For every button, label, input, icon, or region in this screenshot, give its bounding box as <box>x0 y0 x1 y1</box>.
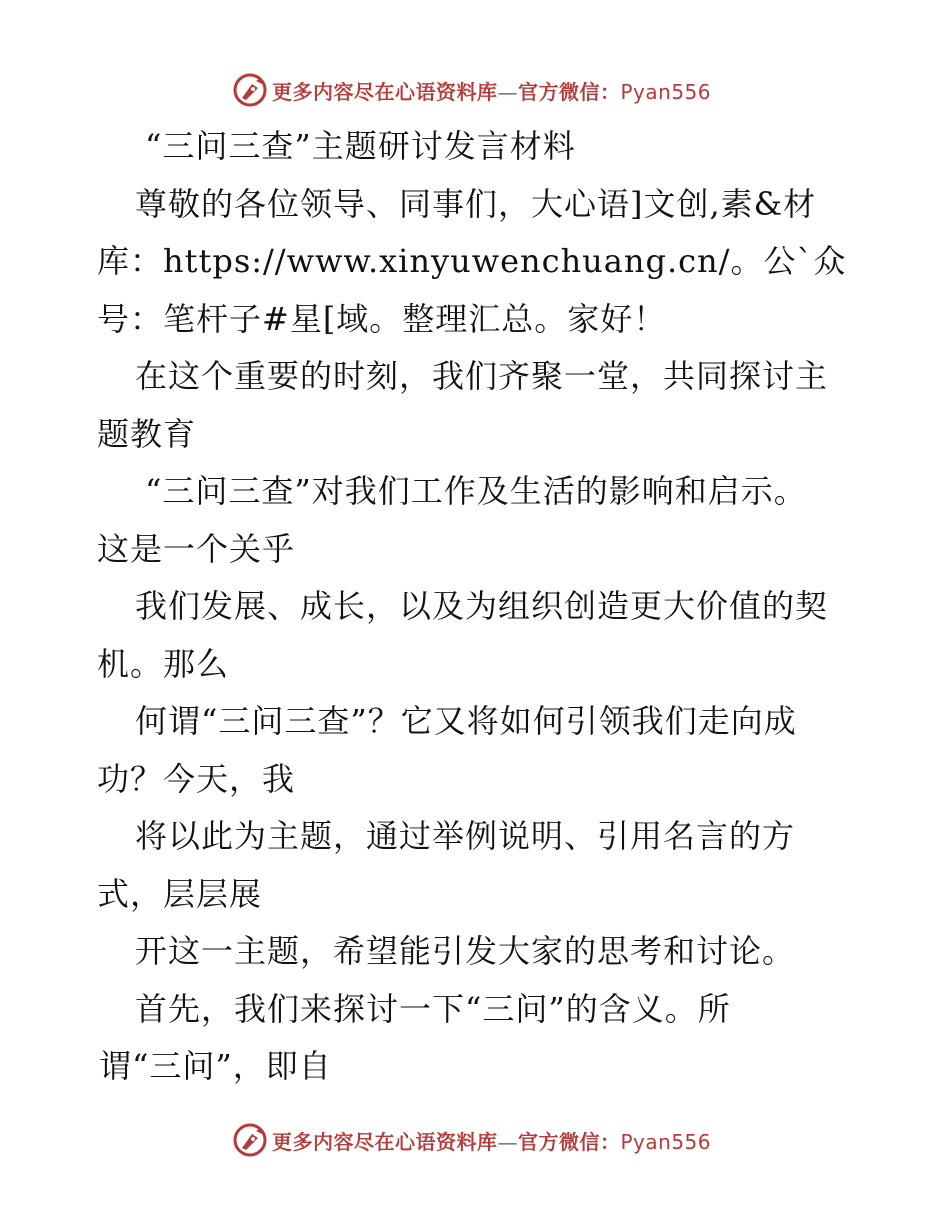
pen-nib-circle-icon <box>232 1122 268 1158</box>
body-line: 将以此为主题，通过举例说明、引用名言的方 <box>135 817 796 855</box>
pen-nib-circle-icon <box>232 72 268 108</box>
body-line: 首先，我们来探讨一下“三问”的含义。所 <box>135 989 731 1028</box>
body-line: 何谓“三问三查”？它又将如何引领我们走向成 <box>135 702 797 740</box>
body-line: 式，层层展 <box>97 874 263 913</box>
banner-separator: — <box>497 1129 518 1154</box>
banner-text <box>272 1126 711 1155</box>
body-line: 功？今天，我 <box>97 759 296 798</box>
banner-separator: — <box>497 79 518 104</box>
body-line: 号：笔杆子#星[域。整理汇总。家好！ <box>97 299 667 338</box>
body-line: 库：https://www.xinyuwenchuang.cn/。公`众 <box>97 242 847 280</box>
banner-main-text: 更多内容尽在心语资料库 <box>272 79 498 104</box>
body-line: 题教育 <box>97 414 197 453</box>
banner-text <box>272 76 711 105</box>
body-line: 在这个重要的时刻，我们齐聚一堂，共同探讨主 <box>135 357 829 395</box>
banner-contact-id: Pyan556 <box>620 1129 712 1154</box>
banner-contact-id: Pyan556 <box>620 79 712 104</box>
header-banner <box>232 70 732 110</box>
body-line: 尊敬的各位领导、同事们，大心语]文创,素&材 <box>135 184 817 223</box>
body-line: “三问三查”对我们工作及生活的影响和启示。 <box>145 472 807 510</box>
banner-contact-prefix: 官方微信： <box>518 1129 621 1154</box>
body-line: 这是一个关乎 <box>97 529 296 568</box>
footer-banner <box>232 1120 732 1160</box>
document-body <box>97 118 857 1096</box>
banner-contact-prefix: 官方微信： <box>518 79 621 104</box>
body-line: 开这一主题，希望能引发大家的思考和讨论。 <box>135 932 796 970</box>
body-line: 谓“三问”，即自 <box>99 1047 332 1085</box>
body-line: “三问三查”主题研讨发言材料 <box>145 127 576 165</box>
body-line: 我们发展、成长，以及为组织创造更大价值的契 <box>135 587 829 625</box>
banner-main-text: 更多内容尽在心语资料库 <box>272 1129 498 1154</box>
body-line: 机。那么 <box>97 644 230 683</box>
